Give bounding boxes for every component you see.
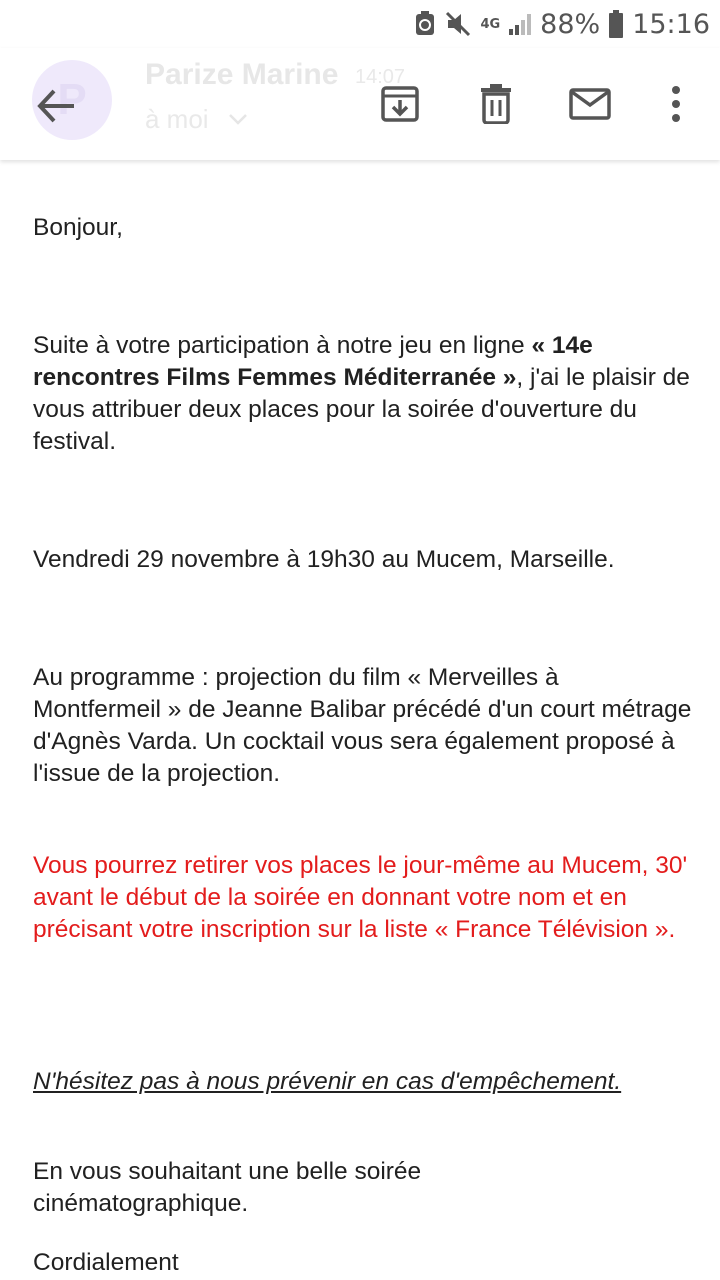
mail-icon — [569, 87, 611, 121]
closing-salutation: Cordialement — [33, 1249, 179, 1276]
participation-text-a: Suite à votre participation à notre jeu en ligne — [33, 332, 532, 359]
signal-icon — [508, 12, 532, 36]
recipient-label[interactable]: à moi — [145, 104, 209, 134]
mute-icon — [444, 10, 472, 38]
greeting: Bonjour, — [33, 214, 123, 241]
programme-paragraph: Au programme : projection du film « Merveilles à Montfermeil » de Jeanne Balibar précédé d'un court métrage d'Agnès Varda. Un cocktail vous sera également proposé à l'issue de la projection. — [33, 664, 692, 787]
chevron-down-icon[interactable] — [228, 112, 248, 126]
pickup-notice: Vous pourrez retirer vos places le jour-même au Mucem, 30' avant le début de la soirée en donnant votre nom et en précisant votre inscription sur la liste « France Télévision ». — [33, 852, 688, 943]
battery-icon — [608, 10, 624, 38]
participation-paragraph — [33, 330, 693, 458]
delete-button[interactable] — [472, 80, 520, 128]
more-vert-icon — [670, 84, 682, 124]
arrow-back-icon — [34, 84, 78, 128]
network-type-label: 4G — [480, 16, 501, 32]
contact-warning: N'hésitez pas à nous prévenir en cas d'empêchement. — [33, 1068, 622, 1095]
archive-icon — [380, 84, 420, 124]
festival-name: « 14e rencontres Films Femmes Méditerranée » — [33, 332, 593, 391]
archive-button[interactable] — [376, 80, 424, 128]
trash-icon — [478, 84, 514, 124]
status-bar — [0, 0, 720, 48]
recycle-notification-icon — [414, 11, 436, 37]
participation-text-c: , j'ai le plaisir de vous attribuer deux places pour la soirée d'ouverture du festival. — [33, 364, 690, 455]
battery-percent: 88% — [540, 8, 601, 40]
sender-name: Parize Marine — [145, 58, 339, 91]
status-icons — [414, 0, 710, 48]
more-options-button[interactable] — [652, 80, 700, 128]
avatar-letter: P — [57, 75, 87, 124]
mark-unread-button[interactable] — [566, 80, 614, 128]
clock: 15:16 — [632, 8, 710, 40]
event-date: Vendredi 29 novembre à 19h30 au Mucem, Marseille. — [33, 546, 615, 573]
back-button[interactable] — [34, 84, 78, 128]
email-toolbar — [0, 48, 720, 160]
closing-wish: En vous souhaitant une belle soirée cinématographique. — [33, 1158, 422, 1217]
sender-time: 14:07 — [355, 66, 406, 88]
